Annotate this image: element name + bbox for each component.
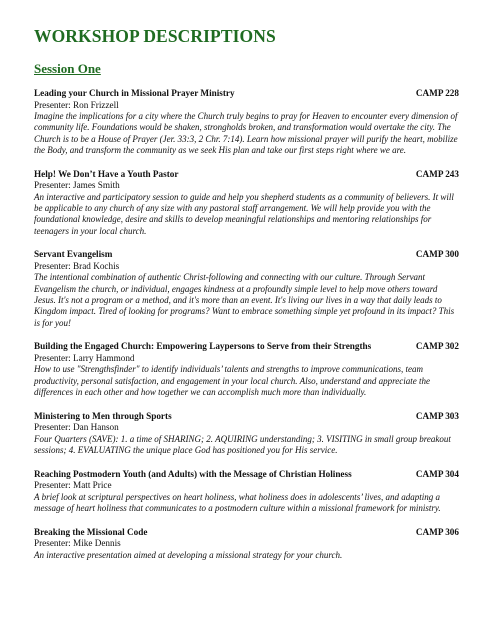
workshop-entry <box>34 411 459 457</box>
workshop-description: A brief look at scriptural perspectives on heart holiness, what holiness does in adolescents’ lives, and adapting a message of heart holiness that communicates to a postmodern culture within a missional framework for ministry. <box>34 491 441 514</box>
session-heading: Session One <box>34 61 101 76</box>
workshop-entry <box>34 469 459 515</box>
workshop-code: CAMP 304 <box>415 468 459 479</box>
workshop-code: CAMP 300 <box>415 249 459 260</box>
workshop-header <box>34 527 459 539</box>
workshop-presenter: Presenter: Ron Frizzell <box>34 99 119 110</box>
workshop-title: Servant Evangelism <box>34 249 113 260</box>
workshop-header <box>34 411 459 423</box>
workshop-code: CAMP 306 <box>415 526 459 537</box>
workshop-entry <box>34 249 459 328</box>
page-title: WORKSHOP DESCRIPTIONS <box>34 26 276 46</box>
workshop-header <box>34 169 459 181</box>
workshop-entry <box>34 88 459 156</box>
workshop-code: CAMP 303 <box>415 410 459 421</box>
workshop-title: Breaking the Missional Code <box>34 526 148 537</box>
workshop-description: Imagine the implications for a city where the Church truly begins to pray for Heaven to encounter every dimension of community life. Foundations would be shaken, strongholds broken, and transformation would overtake the city. The Church is to be a House of Prayer (Jer. 33:3, 2 Chr. 7:14). Learn how missional prayer will purify the heart, mobilize the Body, and transform the community as we seek His plan and take our first steps right where we are. <box>34 111 458 155</box>
workshop-presenter: Presenter: Mike Dennis <box>34 538 121 549</box>
workshop-title: Help! We Don’t Have a Youth Pastor <box>34 168 179 179</box>
workshop-description: How to use "Strengthsfinder" to identify individuals’ talents and strengths to improve communications, team productivity, personal satisfaction, and engagement in your local church. Also, understand and appreciate the differences in each other and how together we can accomplish much more than individually. <box>34 364 431 397</box>
workshop-entry <box>34 341 459 398</box>
workshop-header <box>34 341 459 353</box>
workshop-header <box>34 88 459 100</box>
workshop-presenter: Presenter: Larry Hammond <box>34 352 135 363</box>
workshop-title: Leading your Church in Missional Prayer Ministry <box>34 88 235 98</box>
workshop-entry <box>34 169 459 237</box>
workshop-description: Four Quarters (SAVE): 1. a time of SHARING; 2. AQUIRING understanding; 3. VISITING in small group breakout sessions; 4. EVALUATING the unique place God has positioned you for His service. <box>34 433 451 456</box>
workshop-description: An interactive presentation aimed at developing a missional strategy for your church. <box>34 549 343 560</box>
workshop-presenter: Presenter: Dan Hanson <box>34 422 119 433</box>
workshop-code: CAMP 243 <box>415 168 459 179</box>
workshop-title: Ministering to Men through Sports <box>34 410 172 421</box>
workshop-title: Reaching Postmodern Youth (and Adults) with the Message of Christian Holiness <box>34 468 352 479</box>
workshop-header <box>34 249 459 261</box>
workshop-presenter: Presenter: Matt Price <box>34 480 112 491</box>
workshop-description: An interactive and participatory session to guide and help you shepherd students as a community of believers. It will be applicable to any church of any size with any pastoral staff arrangement. We will help provide you with the foundational knowledge, desire and skills to develop meaningful relationships and mentoring relationships for teenagers in your local church. <box>34 191 454 236</box>
workshop-presenter: Presenter: James Smith <box>34 180 120 191</box>
workshop-description: The intentional combination of authentic Christ-following and connecting with our culture. Through Servant Evangelism the church, or individual, engages kindness at a profoundly simple level to help move others toward Jesus. It's not a program or a method, and it's more than an event. It's living our lives in a way that daily leads to Kingdom impact. Tired of looking for programs? Want to embrace something simple yet profound in its impact? This is for you! <box>34 272 455 328</box>
workshop-code: CAMP 302 <box>415 341 459 352</box>
workshop-title: Building the Engaged Church: Empowering Laypersons to Serve from their Strengths <box>34 341 372 352</box>
workshop-code: CAMP 228 <box>415 88 459 98</box>
workshop-presenter: Presenter: Brad Kochis <box>34 260 120 271</box>
workshop-entry <box>34 527 459 561</box>
workshop-header <box>34 469 459 481</box>
